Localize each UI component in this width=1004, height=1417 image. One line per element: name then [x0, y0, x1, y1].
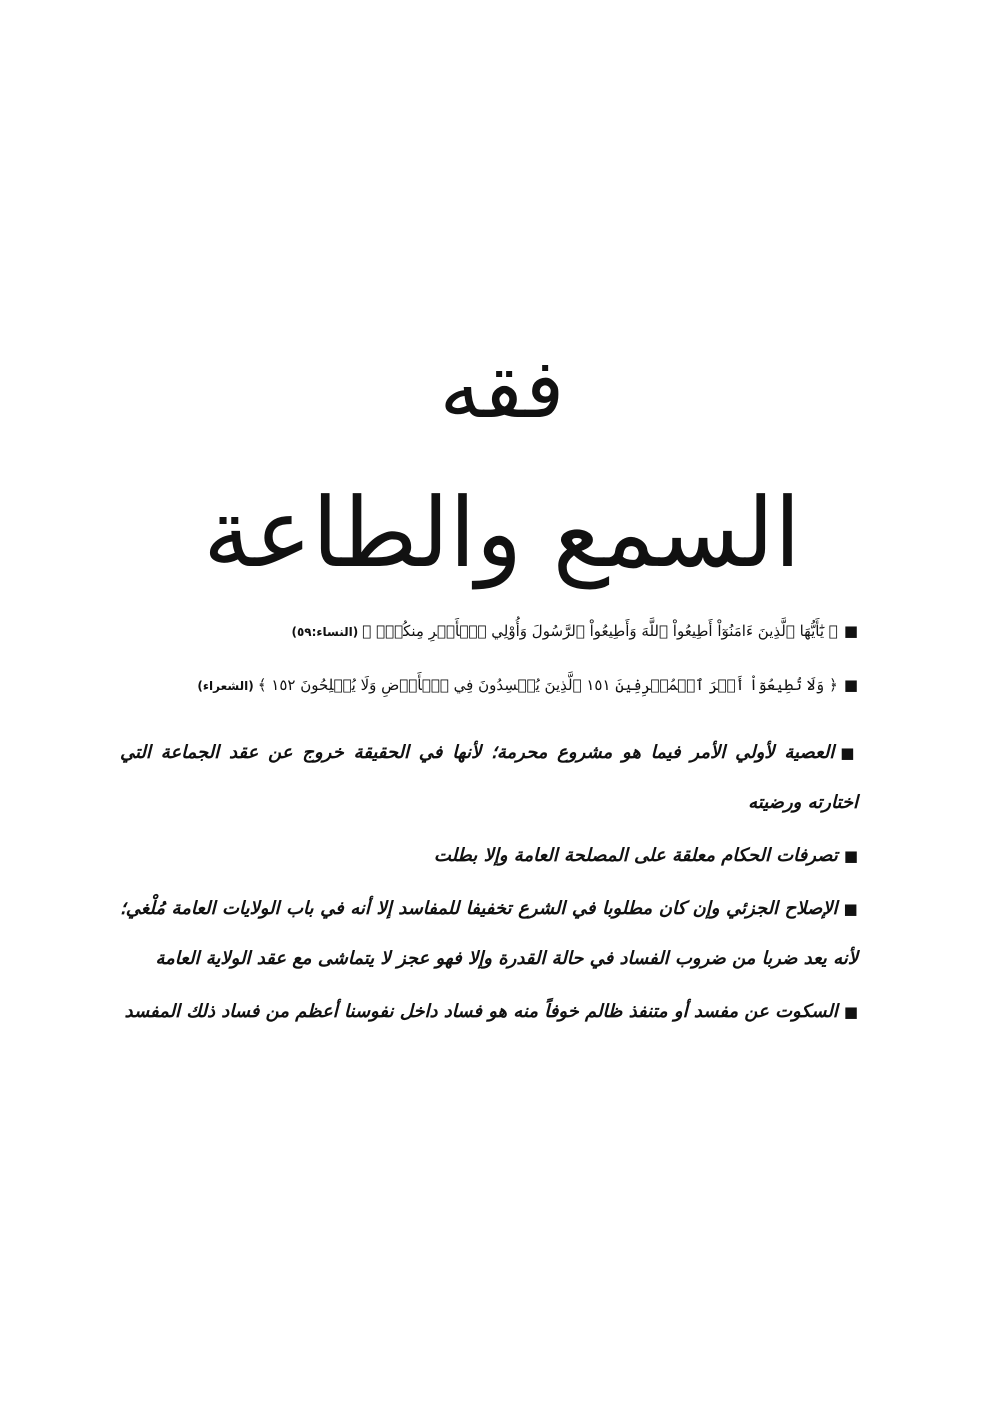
principle-paragraph — [120, 728, 858, 828]
verse-close-bracket: ﴾ — [362, 622, 372, 640]
page-title-line-2: السمع والطاعة — [203, 477, 801, 589]
bullet-square-icon: ■ — [843, 1003, 858, 1021]
verse-open-bracket: ﴿ — [829, 676, 838, 694]
bullet-square-icon: ■ — [843, 900, 858, 918]
verse-text: وَلَا تُطِيعُوٓاْ أَمۡرَ ٱلۡمُسۡرِفِينَ ١٥١ ٱلَّذِينَ يُفۡسِدُونَ فِي ٱلۡأَرۡضِ وَلَا يُصۡلِحُونَ ١٥٢ — [271, 676, 825, 694]
quran-verse — [120, 674, 858, 704]
paragraph-text: العصية لأولي الأمر فيما هو مشروع محرمة؛ لأنها في الحقيقة خروج عن عقد الجماعة التي اختارته ورضيته — [120, 742, 858, 813]
quran-verse — [120, 620, 858, 650]
page-title-line-1: فقه — [439, 342, 565, 437]
verse-reference: (الشعراء) — [197, 679, 254, 693]
principle-paragraph — [120, 884, 858, 984]
paragraph-text: السكوت عن مفسد أو متنفذ ظالم خوفاً منه هو فساد داخل نفوسنا أعظم من فساد ذلك المفسد — [124, 1001, 838, 1022]
paragraph-text: الإصلاح الجزئي وإن كان مطلوبا في الشرع تخفيفا للمفاسد إلا أنه في باب الولايات العامة مُلْغي؛ لأنه يعد ضربا من ضروب الفساد في حالة القدرة وإلا فهو عجز لا يتماشى مع عقد الولاية العامة — [120, 898, 858, 969]
bullet-square-icon: ■ — [843, 676, 858, 694]
page-content — [120, 620, 858, 1040]
verse-open-bracket: ﴿ — [828, 622, 838, 640]
paragraph-text: تصرفات الحكام معلقة على المصلحة العامة وإلا بطلت — [433, 845, 838, 866]
bullet-square-icon: ■ — [843, 847, 858, 865]
verse-close-bracket: ﴾ — [257, 676, 267, 694]
bullet-square-icon: ■ — [840, 744, 858, 762]
verse-reference: (النساء:٥٩) — [291, 625, 359, 639]
principle-paragraph — [120, 987, 858, 1037]
principle-paragraph — [120, 831, 858, 881]
verse-text: يَٰٓأَيُّهَا ٱلَّذِينَ ءَامَنُوٓاْ أَطِيعُواْ ٱللَّهَ وَأَطِيعُواْ ٱلرَّسُولَ وَأُوْلِي ٱلۡأَمۡرِ مِنكُمۡۖ — [376, 622, 825, 640]
bullet-square-icon: ■ — [843, 622, 858, 640]
